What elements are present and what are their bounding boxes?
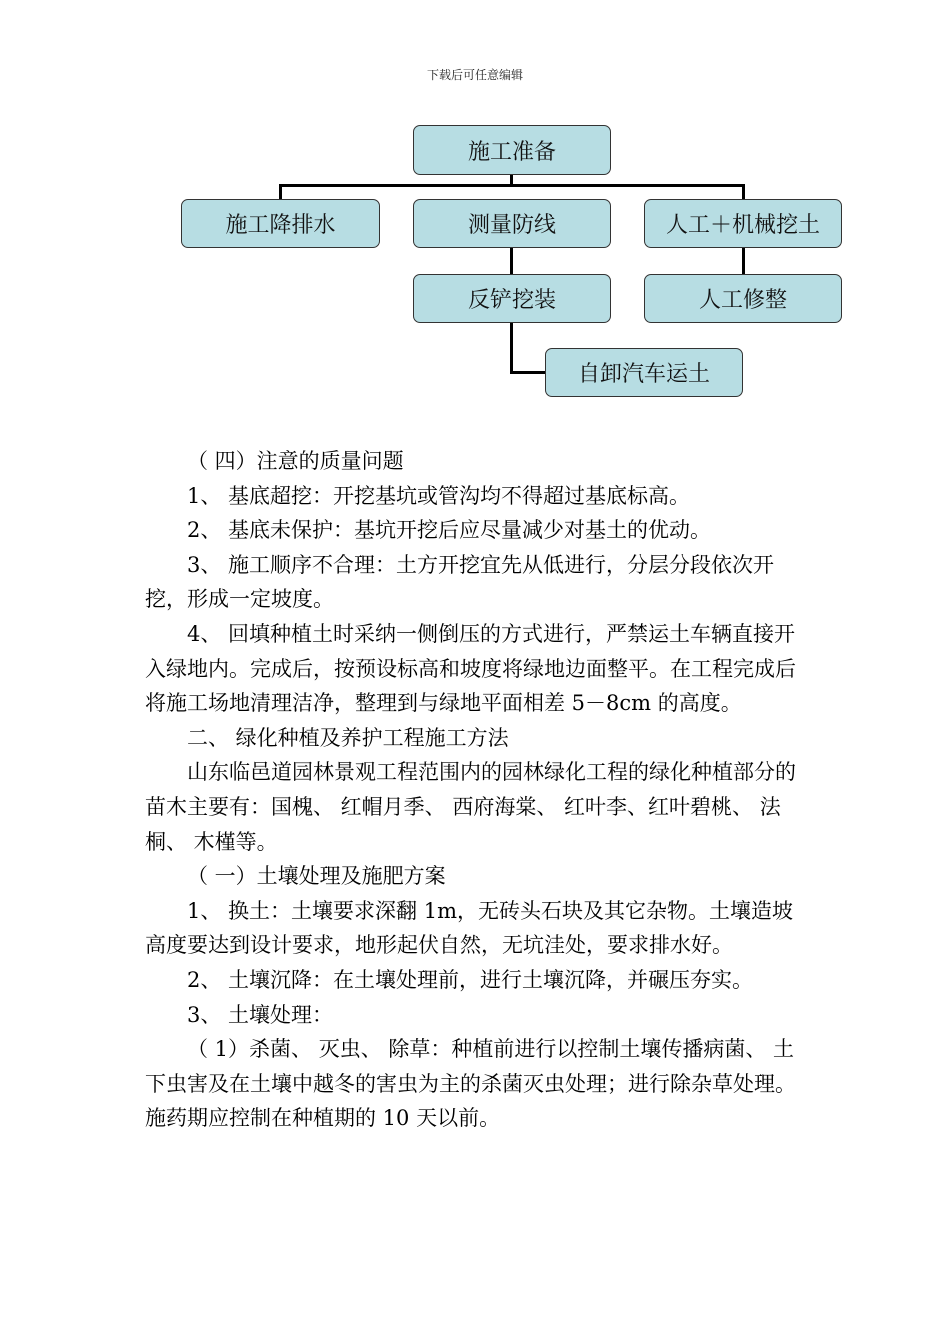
paragraph: 1、 换土：土壤要求深翻 1m，无砖头石块及其它杂物。土壤造坡高度要达到设计要求，地形起伏自然，无坑洼处，要求排水好。 xyxy=(145,898,793,958)
paragraph: 山东临邑道园林景观工程范围内的园林绿化工程的绿化种植部分的苗木主要有：国槐、 红帽月季、 西府海棠、 红叶李、红叶碧桃、 法桐、 木槿等。 xyxy=(145,760,796,854)
section-heading-soil: （ 一）土壤处理及施肥方案 xyxy=(187,864,446,889)
paragraph: 3、 土壤处理： xyxy=(187,1002,334,1027)
section-heading-quality: （ 四）注意的质量问题 xyxy=(187,449,404,473)
flow-box-backhoe: 反铲挖装 xyxy=(413,274,611,323)
page-header: 下载后可任意编辑 xyxy=(426,68,523,82)
connector-right-mid-down xyxy=(742,247,745,274)
connector-mid-down xyxy=(510,247,513,274)
connector-left-down xyxy=(279,184,282,200)
connector-horizontal xyxy=(279,184,745,187)
paragraph: 2、 土壤沉降：在土壤处理前，进行土壤沉降，并碾压夯实。 xyxy=(187,967,754,992)
paragraph: 2、 基底未保护：基坑开挖后应尽量减少对基土的优动。 xyxy=(187,518,712,543)
paragraph: 3、 施工顺序不合理：土方开挖宜先从低进行，分层分段依次开挖，形成一定坡度。 xyxy=(145,552,775,612)
flow-box-excavation: 人工＋机械挖土 xyxy=(644,199,842,248)
document-body xyxy=(145,444,810,1136)
flow-box-survey: 测量防线 xyxy=(413,199,611,248)
flow-box-dump-truck: 自卸汽车运土 xyxy=(545,348,743,397)
connector-bottom-down xyxy=(510,322,513,374)
paragraph: 1、 基底超挖：开挖基坑或管沟均不得超过基底标高。 xyxy=(187,483,691,508)
paragraph: （ 1）杀菌、 灭虫、 除草：种植前进行以控制土壤传播病菌、 土下虫害及在土壤中越冬的害虫为主的杀菌灭虫处理；进行除杂草处理。施药期应控制在种植期的 10 天以前。 xyxy=(145,1037,796,1131)
connector-right-down xyxy=(742,184,745,200)
flow-box-manual-trim: 人工修整 xyxy=(644,274,842,323)
section-heading-greening: 二、 绿化种植及养护工程施工方法 xyxy=(187,725,509,750)
flow-box-construction-prep: 施工准备 xyxy=(413,125,611,175)
paragraph: 4、 回填种植土时采纳一侧倒压的方式进行，严禁运土车辆直接开入绿地内。完成后，按预设标高和坡度将绿地边面整平。在工程完成后将施工场地清理洁净，整理到与绿地平面相差 5－8cm 的高度。 xyxy=(145,621,796,716)
connector-bottom-right xyxy=(510,371,547,374)
flowchart xyxy=(0,0,950,420)
flow-box-dewatering: 施工降排水 xyxy=(181,199,380,248)
